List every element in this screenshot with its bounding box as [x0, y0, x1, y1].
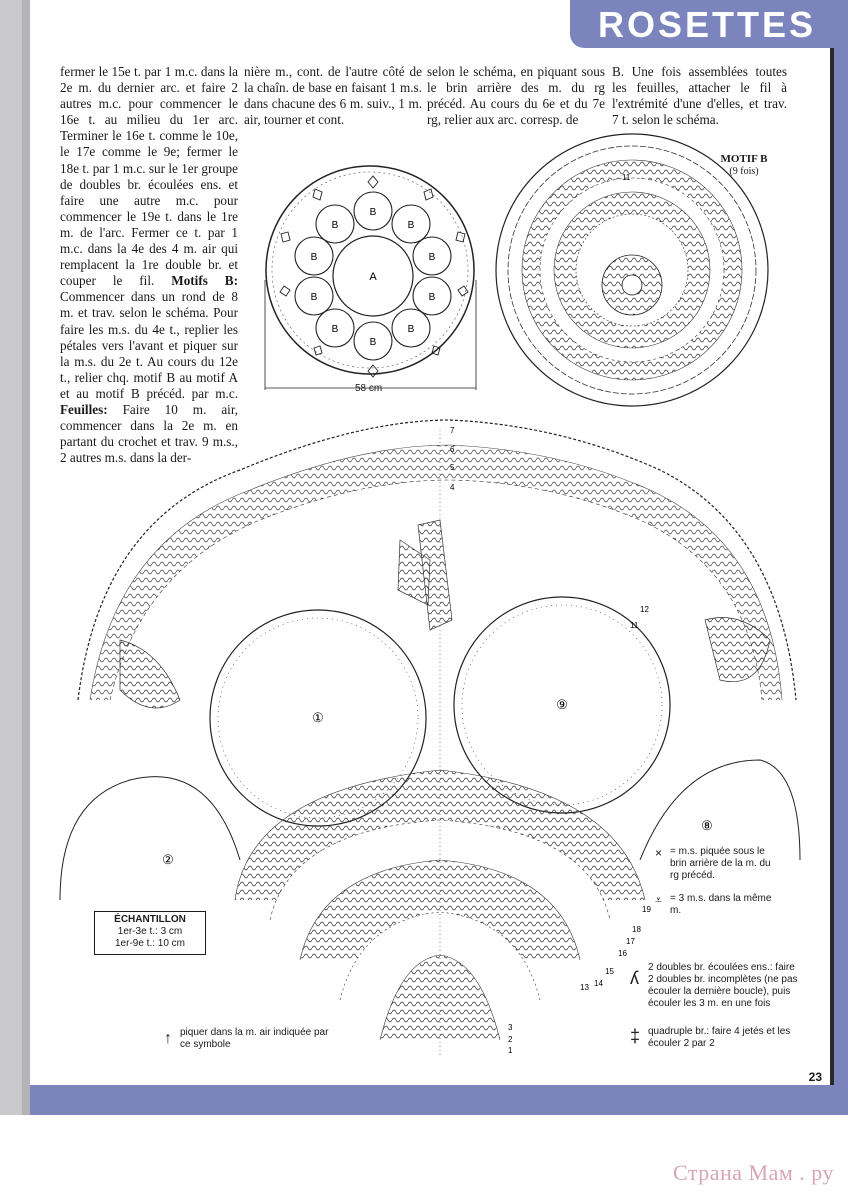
svg-text:5: 5 [450, 463, 455, 472]
dimension-label: 58 cm [355, 383, 383, 394]
instructions-part-2: nière m., cont. de l'autre côté de la chaîn. de base en faisant 1 m.s. dans chacune des 6 m. suiv., 1 m. air, tourner et cont. [244, 64, 422, 128]
motif-a-label: A [369, 271, 377, 283]
circle-9-label: ⑨ [556, 697, 568, 712]
page-number: 23 [808, 1070, 822, 1084]
gauge-line-1: 1er-3e t.: 3 cm [117, 926, 183, 937]
gauge-title: ÉCHANTILLON [114, 914, 186, 925]
motif-b-subtitle: (9 fois) [729, 166, 759, 177]
doily-chart [60, 420, 800, 1055]
motif-b-label: B [369, 337, 377, 348]
instructions-part-4: B. Une fois assemblées toutes les feuilles, attacher le fil à l'extrémité d'une d'elles, et trav. 7 t. selon le schéma. [612, 64, 787, 128]
arrow-symbol-icon: ↑ [164, 1030, 172, 1047]
instructions-part-3: selon le schéma, en piquant sous le brin arrière des m. du rg précéd. Au cours du 6e et du 7e rg, relier aux arc. corresp. de [427, 64, 605, 128]
svg-text:17: 17 [626, 937, 635, 946]
motifs-b-heading: Motifs B: [171, 273, 238, 289]
legend-two-doubles: 2 doubles br. écoulées ens.: faire 2 doubles br. incomplètes (ne pas écouler la dernière boucle), puis écouler les 3 m. en une fois [648, 962, 798, 1009]
double-bride-symbol-icon: ʎ [630, 968, 639, 988]
svg-text:11: 11 [630, 621, 639, 630]
svg-text:7: 7 [450, 426, 455, 435]
motif-b-label: B [407, 324, 415, 335]
circle-2-label: ② [162, 852, 174, 867]
motif-b-label: B [310, 252, 318, 263]
three-ms-symbol-icon: ⩡ [655, 893, 662, 907]
svg-text:6: 6 [450, 445, 455, 454]
motif-circle-8 [640, 760, 800, 860]
legend-ms-piquee: = m.s. piquée sous le brin arrière de la m. du rg précéd. [670, 846, 771, 881]
motif-b-label: B [331, 324, 339, 335]
feuilles-heading: Feuilles: [60, 401, 108, 417]
svg-text:12: 12 [640, 605, 649, 614]
motif-b-row-11: 11 [622, 173, 631, 182]
motif-b-label: B [310, 292, 318, 303]
page-title: ROSETTES [598, 4, 817, 45]
circle-1-label: ① [312, 710, 324, 725]
svg-text:19: 19 [642, 905, 651, 914]
legend-quadruple: quadruple br.: faire 4 jetés et les écouler 2 par 2 [648, 1026, 791, 1049]
quadruple-symbol-icon: ‡ [630, 1026, 641, 1046]
svg-text:14: 14 [594, 979, 603, 988]
gauge-line-2: 1er-9e t.: 10 cm [114, 938, 186, 949]
assembly-diagram [265, 166, 476, 390]
svg-text:18: 18 [632, 925, 641, 934]
svg-text:16: 16 [618, 949, 627, 958]
svg-text:13: 13 [580, 983, 589, 992]
legend-three-ms: = 3 m.s. dans la même m. [670, 893, 772, 916]
motif-b-label: B [428, 252, 436, 263]
motif-b-label: B [331, 220, 339, 231]
motif-b-chart [496, 134, 768, 406]
feuilles-text: Faire 10 m. air, commencer dans la 2e m. en partant du crochet et trav. 9 m.s., 2 autres m.s. dans la der- [60, 401, 239, 466]
svg-text:1: 1 [508, 1046, 513, 1055]
legend-piquer: piquer dans la m. air indiquée par ce symbole [180, 1027, 329, 1050]
motifs-b-text: Commencer dans un rond de 8 m. et trav. selon le schéma. Pour faire les m.s. du 4e t., replier les pétales vers l'avant et piquer sur la m.s. du 2e t. Au cours du 12e t., relier chq. motif B au motif A et au motif B précéd. par m.c. [60, 289, 238, 401]
motif-circle-2 [60, 777, 240, 900]
circle-8-label: ⑧ [701, 818, 713, 833]
motif-b-label: B [369, 207, 377, 218]
svg-text:4: 4 [450, 483, 455, 492]
motif-b-title: MOTIF B [720, 153, 768, 165]
ms-symbol-icon: × [655, 846, 663, 860]
motif-b-label: B [407, 220, 415, 231]
footer-zone [0, 1115, 848, 1200]
svg-text:15: 15 [605, 967, 614, 976]
svg-text:2: 2 [508, 1035, 513, 1044]
watermark: Страна Мам . ру [672, 1160, 834, 1185]
svg-text:3: 3 [508, 1023, 513, 1032]
motif-b-label: B [428, 292, 436, 303]
instructions-part-1: fermer le 15e t. par 1 m.c. dans la 2e m. du dernier arc. et faire 2 autres m.c. pour commencer le 16e t. au milieu du 1er arc. Terminer le 16e t. comme le 10e, le 17e comme le 9e; fermer le 18e t. par 1 m.c. sur le 1er groupe de doubles br. écoulées ens. et faire une autre m.c. pour commencer le 19e t. dans le 1re m. de l'arc. Fermer ce t. par 1 m.c. dans la 4e des 4 m. air qui remplacent la 1re double br. et couper le fil. [60, 64, 238, 289]
gauge-sample-box [94, 911, 206, 955]
